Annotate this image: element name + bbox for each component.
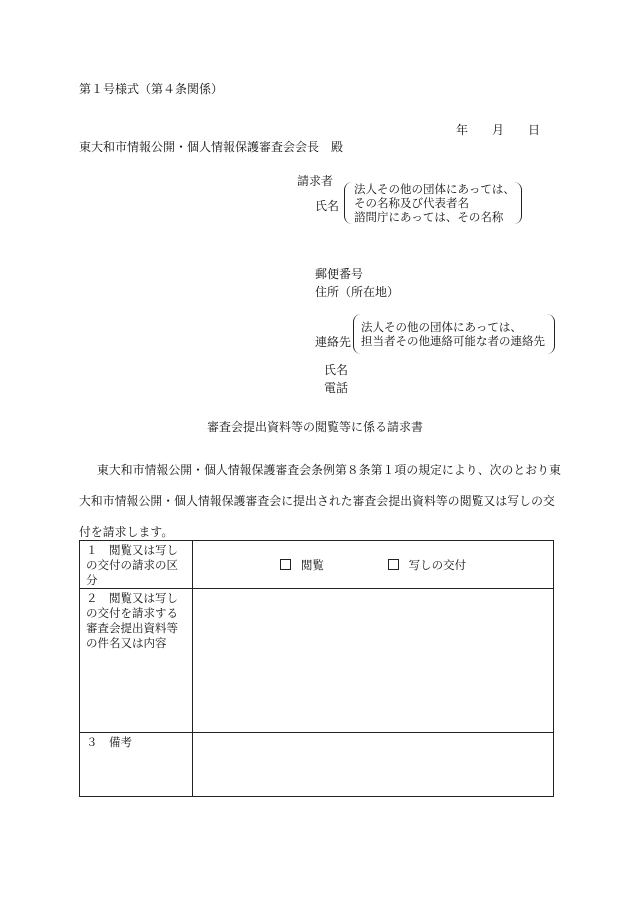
checkbox-view[interactable] xyxy=(280,559,291,570)
form-number: 第１号様式（第４条関係） xyxy=(79,82,224,96)
contact-label: 連絡先 xyxy=(315,335,352,349)
request-statement: 東大和市情報公開・個人情報保護審査会条例第８条第１項の規定により、次のとおり東大和市情報公開・個人情報保護審査会に提出された審査会提出資料等の閲覧又は写しの交付を請求します。 xyxy=(79,463,561,539)
table-row xyxy=(80,589,554,733)
request-type-cell xyxy=(193,541,554,589)
checkbox-copy[interactable] xyxy=(388,559,399,570)
requester-label: 請求者 xyxy=(297,174,334,188)
document-title: 審査会提出資料等の閲覧等に係る請求書 xyxy=(206,420,423,434)
date-month: 月 xyxy=(492,123,505,137)
contact-name-label: 氏名 xyxy=(324,363,349,377)
contact-note xyxy=(361,320,545,348)
row-label-cell xyxy=(80,589,193,733)
row-label: ３ 備考 xyxy=(86,735,132,749)
contact-phone-label: 電話 xyxy=(324,381,349,395)
name-note xyxy=(354,182,515,224)
contact-note-line: 担当者その他連絡可能な者の連絡先 xyxy=(361,334,545,348)
remarks-input-cell[interactable] xyxy=(193,733,554,797)
option-copy-label: 写しの交付 xyxy=(408,557,467,572)
contact-note-line: 法人その他の団体にあっては、 xyxy=(361,320,522,334)
recipient: 東大和市情報公開・個人情報保護審査会会長 殿 xyxy=(79,140,344,154)
request-table xyxy=(79,540,554,797)
address-label: 住所（所在地） xyxy=(315,285,400,299)
row-label-cell xyxy=(80,541,193,589)
name-note-line: 法人その他の団体にあっては、 xyxy=(354,182,515,196)
date-day: 日 xyxy=(528,123,541,137)
option-copy[interactable] xyxy=(388,557,467,573)
name-note-line: 諮問庁にあっては、その名称 xyxy=(354,210,504,224)
postal-code-label: 郵便番号 xyxy=(315,267,364,281)
table-row xyxy=(80,541,554,589)
date-year: 年 xyxy=(456,123,469,137)
option-view[interactable] xyxy=(280,557,324,573)
subject-input-cell[interactable] xyxy=(193,589,554,733)
requester-name-label: 氏名 xyxy=(315,199,340,213)
row-label-cell xyxy=(80,733,193,797)
table-row xyxy=(80,733,554,797)
date-line xyxy=(456,121,540,138)
option-view-label: 閲覧 xyxy=(300,557,324,572)
row-label: １ 閲覧又は写しの交付の請求の区分 xyxy=(86,543,178,587)
row-label: ２ 閲覧又は写しの交付を請求する審査会提出資料等の件名又は内容 xyxy=(86,591,178,650)
name-note-line: その名称及び代表者名 xyxy=(354,196,469,210)
